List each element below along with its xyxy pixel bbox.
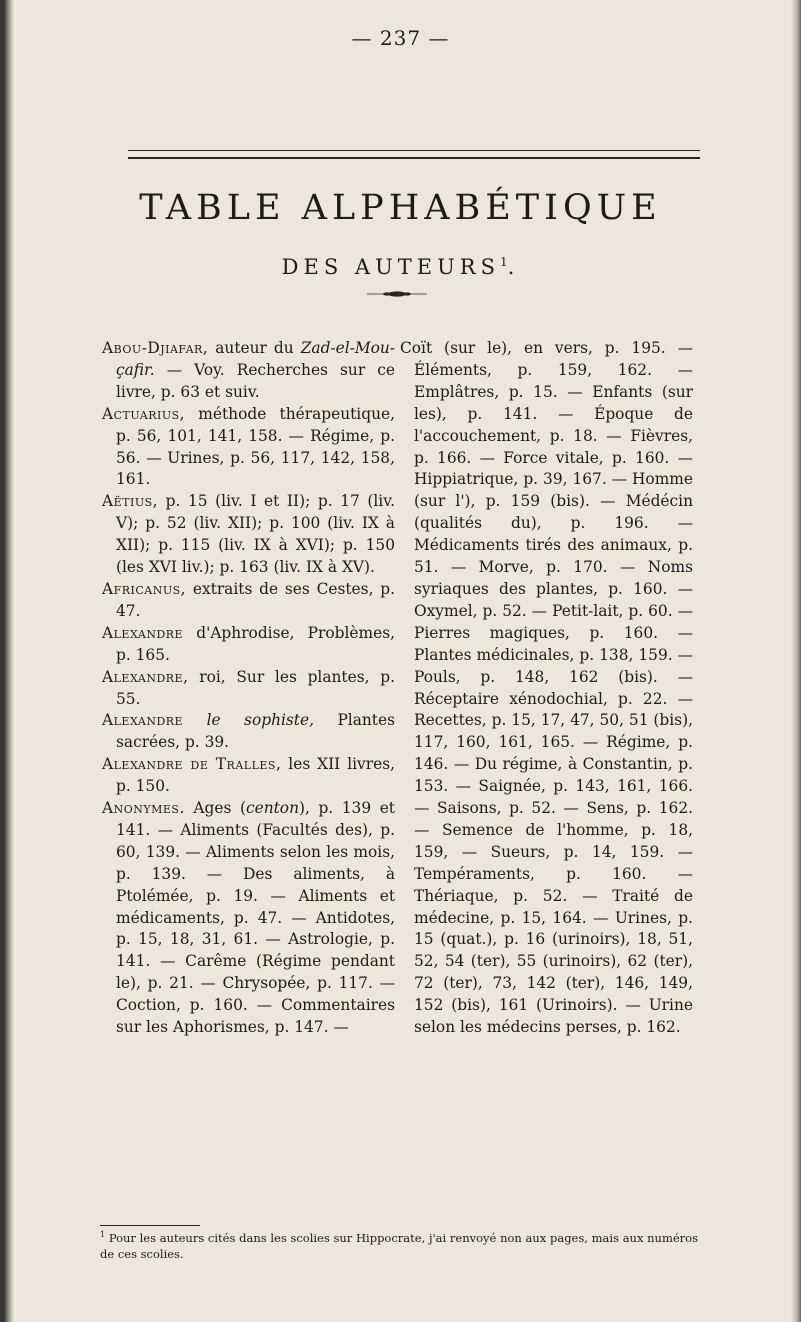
entry-author-name: Anonymes. bbox=[102, 799, 185, 818]
entry-text: p. 15 (liv. I et II); p. 17 (liv. V); p. 52 (liv. XII); p. 100 (liv. IX à XII); p. 115 (liv. IX à XVI); p. 150 (les XVI liv.); p. 163 (liv. IX à XV). bbox=[116, 492, 395, 577]
entry-text: extraits de ses Cestes, p. 47. bbox=[116, 579, 395, 620]
index-entry bbox=[102, 710, 395, 754]
index-entry bbox=[102, 404, 395, 492]
ornament-rule-icon bbox=[367, 290, 427, 298]
entry-italic-title: centon bbox=[245, 799, 299, 818]
entry-author-name: Abou-Djiafar, bbox=[102, 339, 209, 357]
right-column-text: Coït (sur le), en vers, p. 195. — Éléments, p. 159, 162. — Emplâtres, p. 15. — Enfants (sur les), p. 141. — Époque de l'accouchement, p. 18. — Fièvres, p. 166. — Force vitale, p. 160. — Hippiatrique, p. 39, 167. — Homme (sur l'), p. 159 (bis). — Médécin (qualités du), p. 196. — Médicaments tirés des animaux, p. 51. — Morve, p. 170. — Noms syriaques des plantes, p. 160. — Oxymel, p. 52. — Petit-lait, p. 60. — Pierres magiques, p. 160. — Plantes médicinales, p. 138, 159. — Pouls, p. 148, 162 (bis). — Réceptaire xénodochial, p. 22. — Recettes, p. 15, 17, 47, 50, 51 (bis), 117, 160, 161, 165. — Régime, p. 146. — Du régime, à Constantin, p. 153. — Saignée, p. 143, 161, 166. — Saisons, p. 52. — Sens, p. 162. — Semence de l'homme, p. 18, 159, — Sueurs, p. 14, 159. — Tempéraments, p. 160. — Thériaque, p. 52. — Traité de médecine, p. 15, 164. — Urines, p. 15 (quat.), p. 16 (urinoirs), 18, 51, 52, 54 (ter), 55 (urinoirs), 62 (ter), 72 (ter), 73, 142 (ter), 146, 149, 152 (bis), 161 (Urinoirs). — Urine selon les médecins perses, p. 162. bbox=[400, 339, 693, 1037]
page-subtitle: DES AUTEURS$^1$. bbox=[281, 255, 520, 279]
entry-text: méthode thérapeutique, p. 56, 101, 141, 158. — Régime, p. 56. — Urines, p. 56, 117, 142, 158, 161. bbox=[116, 404, 395, 489]
footnote-text: Pour les auteurs cités dans les scolies sur Hippocrate, j'ai renvoyé non aux pages, mais aux numéros de ces scolies. bbox=[100, 1230, 698, 1261]
entry-author-name: Alexandre bbox=[102, 711, 184, 730]
right-column bbox=[400, 338, 693, 1039]
entry-text bbox=[183, 711, 206, 729]
subtitle-note-marker: 1 bbox=[500, 255, 508, 269]
entry-author-name: Alexandre de Tralles, bbox=[102, 755, 282, 774]
entry-author-name: Actuarius, bbox=[102, 404, 186, 423]
entry-text-continued: — Voy. Recherches sur ce livre, p. 63 et suiv. bbox=[116, 360, 395, 401]
index-entry bbox=[102, 798, 395, 1039]
footnote-marker: 1 bbox=[100, 1230, 106, 1239]
index-entry bbox=[102, 338, 395, 404]
page-title: TABLE ALPHABÉTIQUE bbox=[139, 188, 662, 228]
entry-text-continued: ), p. 139 et 141. — Aliments (Facultés des), p. 60, 139. — Aliments selon les mois, p. 139. — Des aliments, à Ptolémée, p. 19. — Aliments et médicaments, p. 47. — Antidotes, p. 15, 18, 31, 61. — Astrologie, p. 141. — Carême (Régime pendant le), p. 21. — Chrysopée, p. 117. — Coction, p. 160. — Commentaires sur les Aphorismes, p. 147. — bbox=[116, 799, 395, 1037]
entry-text: d'Aphrodise, Problèmes, p. 165. bbox=[116, 623, 395, 664]
index-entry bbox=[102, 491, 395, 579]
footnote bbox=[100, 1227, 698, 1262]
entry-text: auteur du bbox=[208, 339, 301, 357]
page-number: — 237 — bbox=[351, 26, 450, 50]
index-entry bbox=[102, 754, 395, 798]
entry-italic-title: le sophiste, bbox=[206, 711, 314, 730]
entry-text: les XII livres, p. 150. bbox=[116, 755, 395, 796]
index-entry bbox=[102, 667, 395, 711]
entry-text: roi, Sur les plantes, p. 55. bbox=[116, 667, 395, 708]
index-entry bbox=[102, 579, 395, 623]
entry-author-name: Aëtius, bbox=[102, 492, 159, 511]
footnote-rule bbox=[100, 1225, 200, 1226]
subtitle-text: DES AUTEURS bbox=[281, 255, 500, 279]
entry-italic-title: Zad-el-Mou-çafir. bbox=[116, 339, 395, 379]
left-column bbox=[102, 338, 395, 1039]
header-double-rule bbox=[128, 150, 700, 159]
entry-author-name: Africanus, bbox=[102, 579, 187, 598]
entry-author-name: Alexandre, bbox=[102, 667, 189, 686]
entry-text-continued: Plantes sacrées, p. 39. bbox=[116, 711, 395, 752]
index-entry bbox=[102, 623, 395, 667]
entry-author-name: Alexandre bbox=[102, 623, 184, 642]
entry-text: Ages ( bbox=[184, 799, 246, 818]
